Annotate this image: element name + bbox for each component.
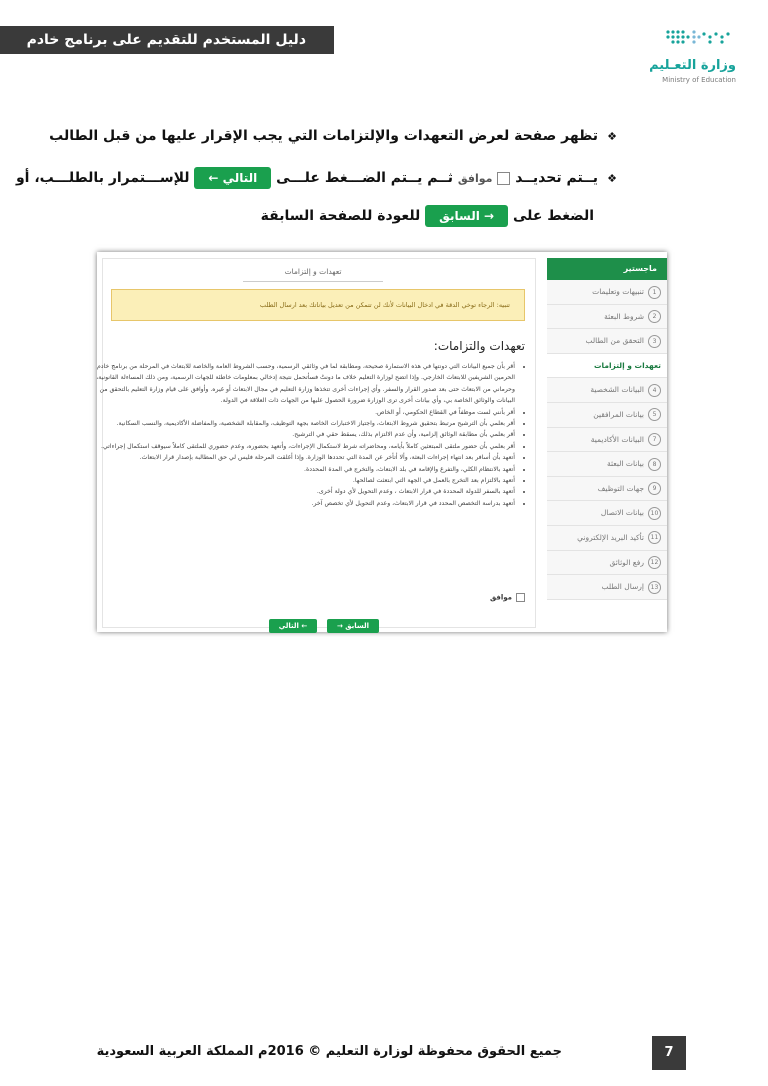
tab-pledges[interactable]: تعهدات و إلتزامات [243, 267, 383, 282]
agree-label: موافق [489, 593, 512, 602]
document-header-bar [0, 26, 334, 76]
sidebar-item-academic[interactable] [547, 428, 667, 453]
step-number: 10 [648, 507, 661, 520]
step-number: 8 [648, 458, 661, 471]
step-number: 13 [648, 581, 661, 594]
instruction-text-2a: يــتم تحديــد [515, 170, 598, 186]
sidebar-item-label: تأكيد البريد الإلكتروني [577, 532, 644, 542]
prev-button[interactable]: → السابق [327, 619, 379, 633]
step-number: 11 [648, 531, 661, 544]
step-number: 9 [648, 482, 661, 495]
ministry-logo [624, 26, 736, 88]
next-button[interactable]: التالي ← [269, 619, 317, 633]
list-item: • أتعهد بأن أسافر بعد انتهاء إجراءات البعثة، وألا أتأخر عن المدة التي تحددها الوزارة. وإذا أغلقت المرحلة فليس لي حق المطالبة بإصدار قرار الابتعاث. [95, 452, 515, 463]
warning-alert [111, 289, 525, 321]
instruction-text-2c: للإســـتمرار بالطلـــب، أو [15, 170, 190, 186]
steps-sidebar [547, 258, 667, 626]
step-number: 12 [648, 556, 661, 569]
sidebar-item-conditions[interactable] [547, 305, 667, 330]
page-number: 7 [652, 1036, 686, 1070]
terms-list [95, 361, 527, 509]
instruction-text-3a: الضغط على [512, 208, 594, 224]
sidebar-item-verify[interactable] [547, 329, 667, 354]
list-item: • أقر بأنني لست موظفاً في القطاع الحكومي، أو الخاص. [95, 407, 515, 418]
instruction-text-1: تظهر صفحة لعرض التعهدات والإلتزامات التي يجب الإقرار عليها من قبل الطالب [49, 128, 598, 144]
sidebar-header: ماجستير [547, 258, 667, 280]
instruction-text-3b: للعودة للصفحة السابقة [260, 208, 421, 224]
agree-checkbox-illustration [497, 172, 510, 185]
logo-english-text: Ministry of Education [662, 76, 736, 84]
list-item: • أتعهد بالانتظام الكلي، والتفرغ والإقامة في بلد الابتعاث، والتخرج في المدة المحددة. [95, 464, 515, 475]
sidebar-item-pledges[interactable] [547, 354, 667, 379]
list-item: • أتعهد بالسفر للدولة المحددة في قرار الابتعاث ، وعدم التحويل لأي دولة أخرى. [95, 486, 515, 497]
list-item: • أتعهد بدراسة التخصص المحدد في قرار الابتعاث، وعدم التحويل لأي تخصص آخر. [95, 498, 515, 509]
step-number: 1 [648, 286, 661, 299]
sidebar-item-label: تنبيهات وتعليمات [592, 287, 644, 296]
instruction-line-3 [261, 205, 594, 227]
sidebar-item-personal[interactable] [547, 378, 667, 403]
sidebar-item-label: بيانات البعثة [607, 459, 644, 469]
step-number: 7 [648, 433, 661, 446]
sidebar-item-scholarship[interactable] [547, 452, 667, 477]
sidebar-item-label: البيانات الشخصية [590, 385, 644, 395]
sidebar-item-label: جهات التوظيف [597, 483, 644, 493]
sidebar-item-email[interactable] [547, 526, 667, 551]
checkbox-box[interactable] [516, 593, 525, 602]
next-button-illustration: التالي ← [194, 167, 271, 189]
list-item: • أقر بعلمي بأن حضور ملتقى المبتعثين كاملاً بأيامه، ومحاضراته شرط لاستكمال الإجراءات، وأتعهد بحضوره، وعدم حضوري للملتقى كاملاً سيوقف استكمال إجراءاتي. [95, 441, 515, 452]
sidebar-item-label: إرسال الطلب [601, 582, 644, 592]
bullet-diamond-icon: ❖ [607, 130, 617, 143]
sidebar-item-alerts[interactable] [547, 280, 667, 305]
pledges-panel [96, 258, 536, 630]
instruction-line-1 [49, 128, 618, 144]
sidebar-item-label: البيانات الأكاديمية [590, 434, 644, 444]
application-screenshot [97, 252, 667, 632]
instruction-line-2 [16, 167, 618, 189]
sidebar-item-label: تعهدات و إلتزامات [593, 360, 661, 370]
logo-dots-icon [664, 28, 736, 48]
sidebar-item-employers[interactable] [547, 477, 667, 502]
sidebar-item-label: بيانات المرافقين [593, 409, 644, 419]
document-title: دليل المستخدم للتقديم على برنامج خادم الحرمين الشريفين [26, 32, 306, 76]
list-item: • أتعهد بالالتزام بعد التخرج بالعمل في الجهة التي ابتعثت لصالحها. [95, 475, 515, 486]
step-number: 2 [648, 310, 661, 323]
warning-text: تنبيه: الرجاء توخي الدقة في ادخال البيانات لأنك لن تتمكن من تعديل بياناتك بعد ارسال الطلب [259, 301, 510, 309]
agree-label-illustration: موافق [457, 172, 493, 185]
sidebar-item-label: التحقق من الطالب [585, 336, 644, 346]
step-number: 4 [648, 384, 661, 397]
footer-copyright: جميع الحقوق محفوظة لوزارة التعليم © 2016م المملكة العربية السعودية [96, 1044, 562, 1059]
logo-arabic-text: وزارة التعـليم [649, 58, 736, 73]
sidebar-item-documents[interactable] [547, 551, 667, 576]
sidebar-item-label: رفع الوثائق [609, 557, 644, 567]
instruction-text-2b: ثــم يــتم الضـــغط علـــى [276, 170, 454, 186]
list-item: • أقر بعلمي بأن مطابقة الوثائق إلزامية، وأن عدم الالتزام بذلك، يسقط حقي في الترشيح. [95, 429, 515, 440]
step-number: 5 [648, 408, 661, 421]
sidebar-item-companions[interactable] [547, 403, 667, 428]
bullet-diamond-icon: ❖ [607, 172, 617, 185]
section-title: تعهدات والتزامات: [433, 339, 525, 353]
agree-checkbox[interactable] [490, 593, 525, 602]
sidebar-item-label: بيانات الاتصال [600, 508, 644, 518]
list-item: • أقر بعلمي بأن الترشيح مرتبط بتحقيق شروط الابتعاث، واجتياز الاختبارات الخاصة بجهة التوظيف، والمقابلة الشخصية، والمفاضلة الأكاديمية، والنسب السكانية. [95, 418, 515, 429]
sidebar-item-submit[interactable] [547, 575, 667, 600]
prev-button-illustration: → السابق [425, 205, 508, 227]
step-number: 3 [648, 335, 661, 348]
sidebar-item-contact[interactable] [547, 501, 667, 526]
list-item: • أقر بأن جميع البيانات التي دونتها في هذه الاستمارة صحيحة، ومطابقة لما في وثائقي الرسمية، وحسب الشروط العامة والخاصة للابتعاث في المرحلة من برنامج خادم الحرمين الشريفين للابتعاث الخارجي. وإذا اتضح لوزارة التعليم خلاف ما دونتُ فسأتحمل نتيجة إدخالي بمعلومات خاطئة للجهات الرسمية، ومن ذلك المساءلة القانونية، وحرماني من الابتعاث حتى بعد صدور القرار والسفر. وأي إجراءات أخرى تتخذها وزارة التعليم في مجال الابتعاث أو غيره. وأوافق على قيام وزارة التعليم بالتحقق من البيانات والوثائق الخاصة بي، وأي بيانات أخرى ترى الوزارة ضرورة الحصول عليها من الجهات ذات العلاقة في الدولة. [95, 361, 515, 407]
sidebar-item-label: شروط البعثة [604, 311, 644, 321]
